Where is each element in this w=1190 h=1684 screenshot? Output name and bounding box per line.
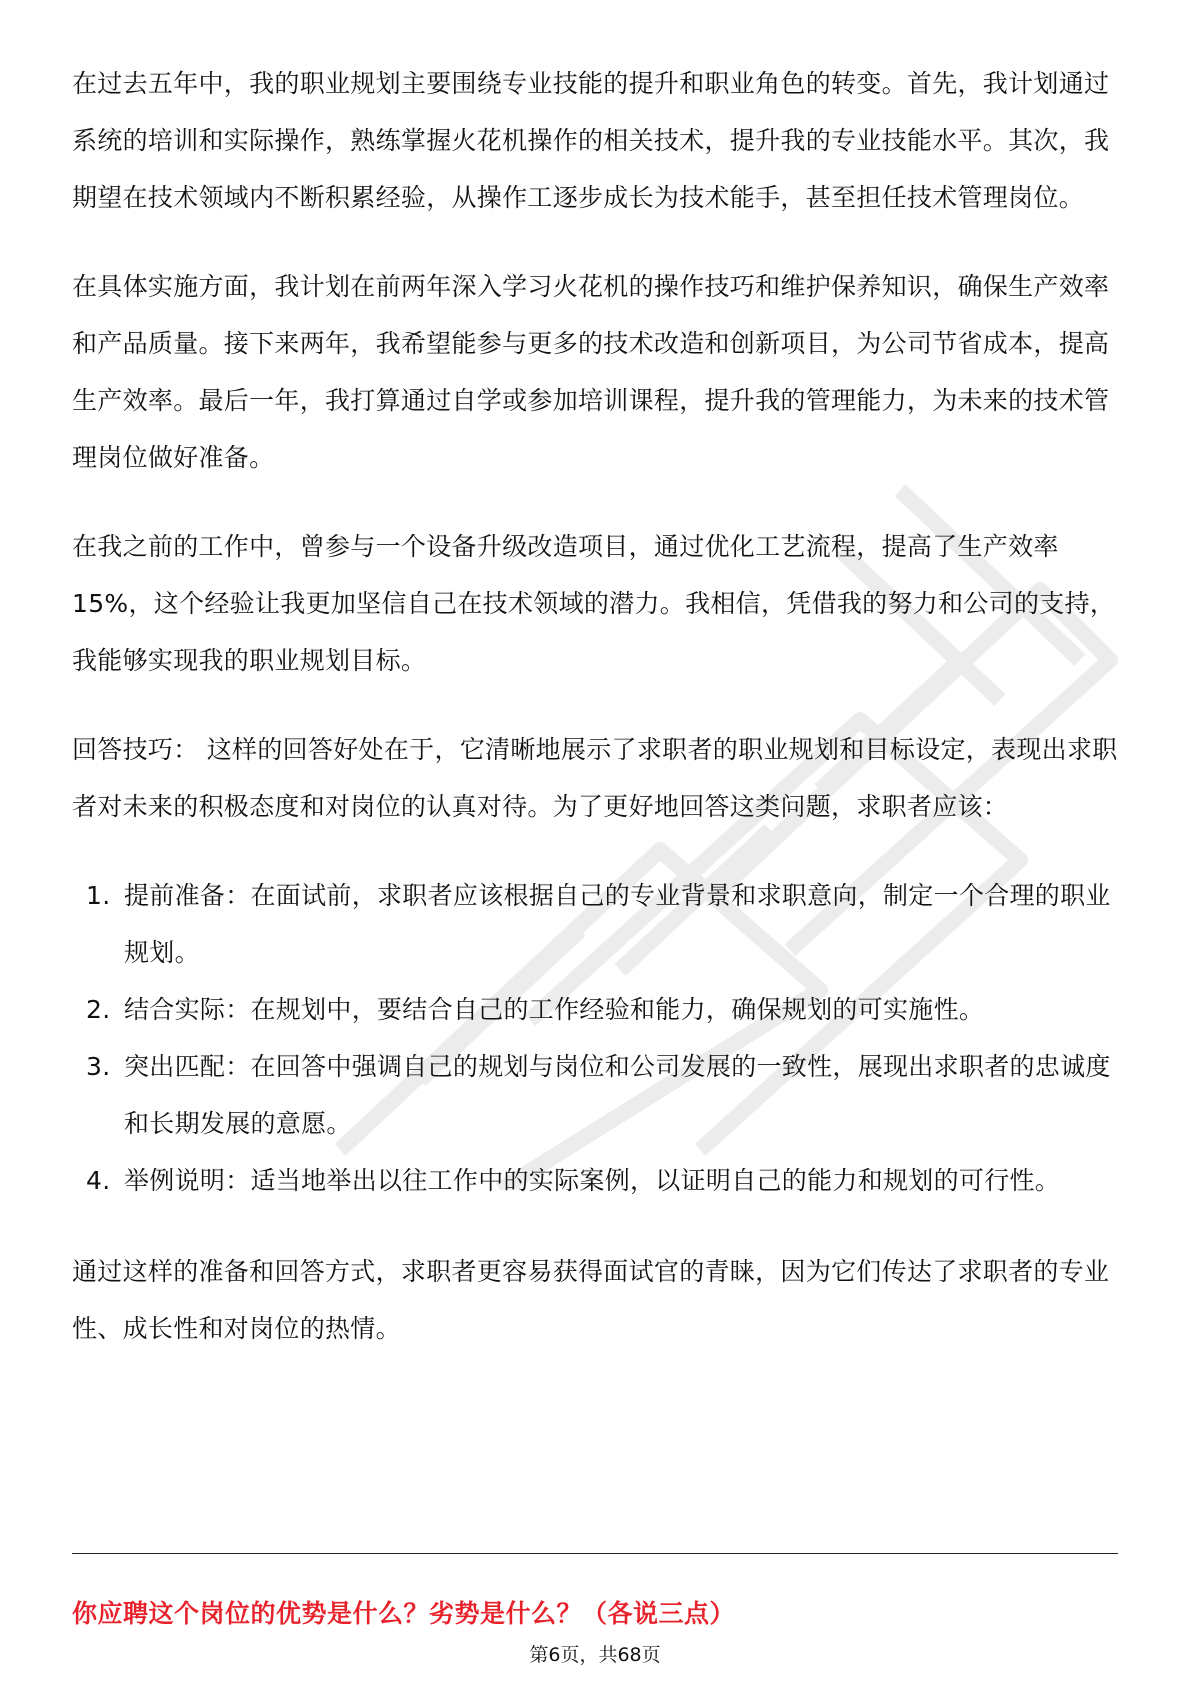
next-question-heading: 你应聘这个岗位的优势是什么？劣势是什么？（各说三点） <box>72 1599 736 1628</box>
paragraph-implementation: 在具体实施方面，我计划在前两年深入学习火花机的操作技巧和维护保养知识，确保生产效率和产品质量。接下来两年，我希望能参与更多的技术改造和创新项目，为公司节省成本，提高生产效率。最后一年，我打算通过自学或参加培训课程，提升我的管理能力，为未来的技术管理岗位做好准备。 <box>72 272 1110 472</box>
paragraph-answer-tips: 回答技巧： 这样的回答好处在于，它清晰地展示了求职者的职业规划和目标设定，表现出求职者对未来的积极态度和对岗位的认真对待。为了更好地回答这类问题，求职者应该： <box>72 735 1118 821</box>
list-item-number: 1. <box>86 881 111 910</box>
list-item-number: 4. <box>86 1166 111 1195</box>
footer-divider <box>72 1553 1118 1554</box>
list-item <box>72 867 1118 981</box>
list-item <box>72 1038 1118 1152</box>
paragraph-career-plan: 在过去五年中，我的职业规划主要围绕专业技能的提升和职业角色的转变。首先，我计划通过系统的培训和实际操作，熟练掌握火花机操作的相关技术，提升我的专业技能水平。其次，我期望在技术领域内不断积累经验，从操作工逐步成长为技术能手，甚至担任技术管理岗位。 <box>72 69 1110 212</box>
page-number: 第6页，共68页 <box>529 1644 661 1666</box>
paragraph-experience: 在我之前的工作中，曾参与一个设备升级改造项目，通过优化工艺流程，提高了生产效率15%，这个经验让我更加坚信自己在技术领域的潜力。我相信，凭借我的努力和公司的支持，我能够实现我的职业规划目标。 <box>72 532 1116 675</box>
list-item-text: 提前准备：在面试前，求职者应该根据自己的专业背景和求职意向，制定一个合理的职业规划。 <box>124 881 1111 967</box>
tips-list <box>72 867 1118 1209</box>
main-content <box>72 55 1118 1389</box>
list-item-number: 2. <box>86 995 111 1024</box>
list-item-text: 举例说明：适当地举出以往工作中的实际案例，以证明自己的能力和规划的可行性。 <box>124 1166 1061 1195</box>
list-item <box>72 981 1118 1038</box>
list-item-number: 3. <box>86 1052 111 1081</box>
list-item-text: 突出匹配：在回答中强调自己的规划与岗位和公司发展的一致性，展现出求职者的忠诚度和长期发展的意愿。 <box>124 1052 1111 1138</box>
list-item <box>72 1152 1118 1209</box>
list-item-text: 结合实际：在规划中，要结合自己的工作经验和能力，确保规划的可实施性。 <box>124 995 985 1024</box>
paragraph-conclusion: 通过这样的准备和回答方式，求职者更容易获得面试官的青睐，因为它们传达了求职者的专业性、成长性和对岗位的热情。 <box>72 1257 1110 1343</box>
